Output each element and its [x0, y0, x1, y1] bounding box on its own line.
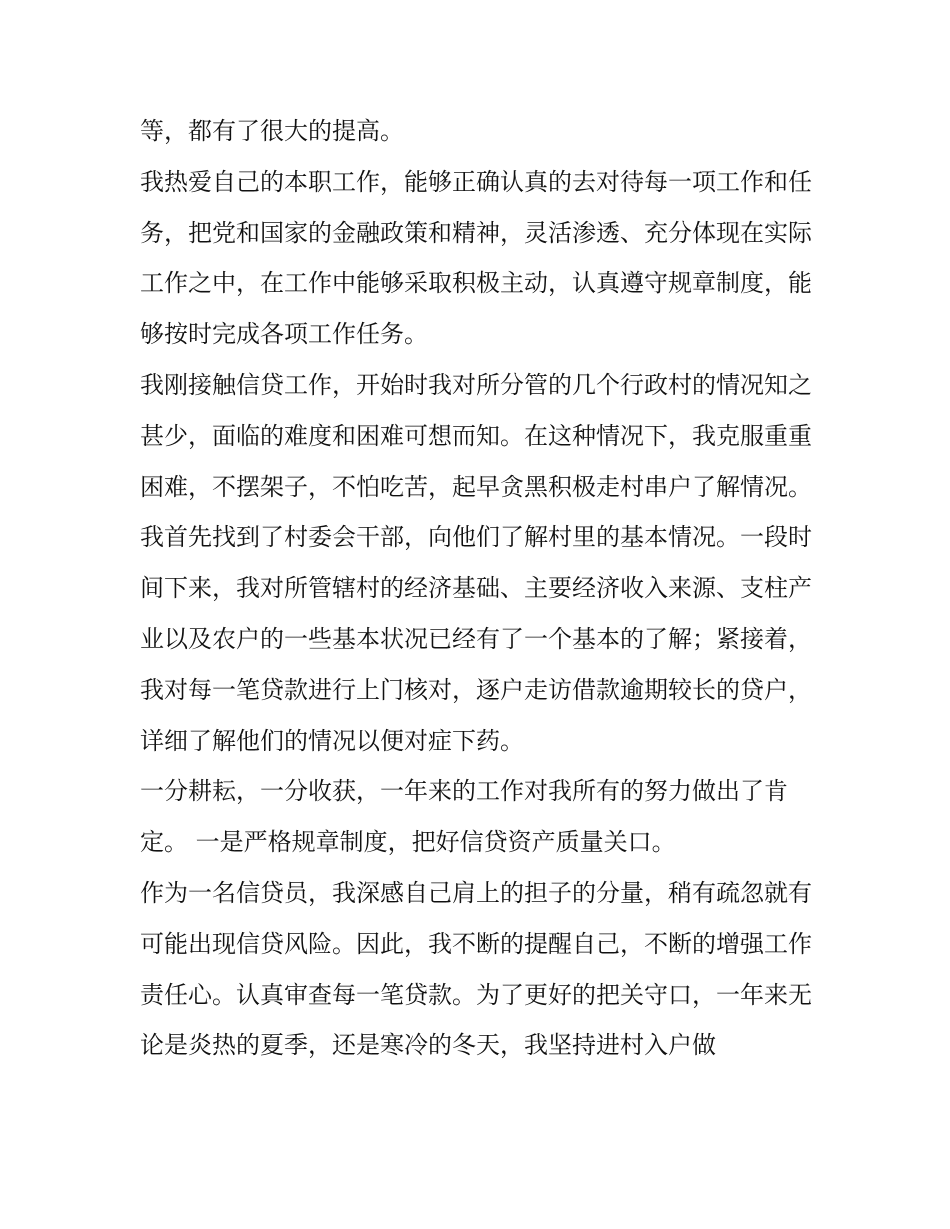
- paragraph-6: 作为一名信贷员，我深感自己肩上的担子的分量，稍有疏忽就有可能出现信贷风险。因此，我不断的提醒自己，不断的增强工作责任心。认真审查每一笔贷款。为了更好的把关守口，一年来无论是炎热的夏季，还是寒冷的冬天，我坚持进村入户做: [140, 878, 812, 1060]
- paragraph-2: 我热爱自己的本职工作，能够正确认真的去对待每一项工作和任务，把党和国家的金融政策和精神，灵活渗透、充分体现在实际工作之中，在工作中能够采取积极主动，认真遵守规章制度，能够按时完成各项工作任务。: [140, 167, 812, 349]
- document-body: [140, 106, 820, 1071]
- paragraph-3: 我刚接触信贷工作，开始时我对所分管的几个行政村的情况知之甚少，面临的难度和困难可想而知。在这种情况下，我克服重重困难，不摆架子，不怕吃苦，起早贪黑积极走村串户了解情况。: [140, 370, 812, 501]
- paragraph-5: 一分耕耘，一分收获，一年来的工作对我所有的努力做出了肯定。 一是严格规章制度，把好信贷资产质量关口。: [140, 777, 788, 857]
- paragraph-4: 我首先找到了村委会干部，向他们了解村里的基本情况。一段时间下来，我对所管辖村的经济基础、主要经济收入来源、支柱产业以及农户的一些基本状况已经有了一个基本的了解；紧接着，我对每一笔贷款进行上门核对，逐户走访借款逾期较长的贷户，详细了解他们的情况以便对症下药。: [140, 523, 812, 755]
- paragraph-1: 等，都有了很大的提高。: [140, 117, 404, 145]
